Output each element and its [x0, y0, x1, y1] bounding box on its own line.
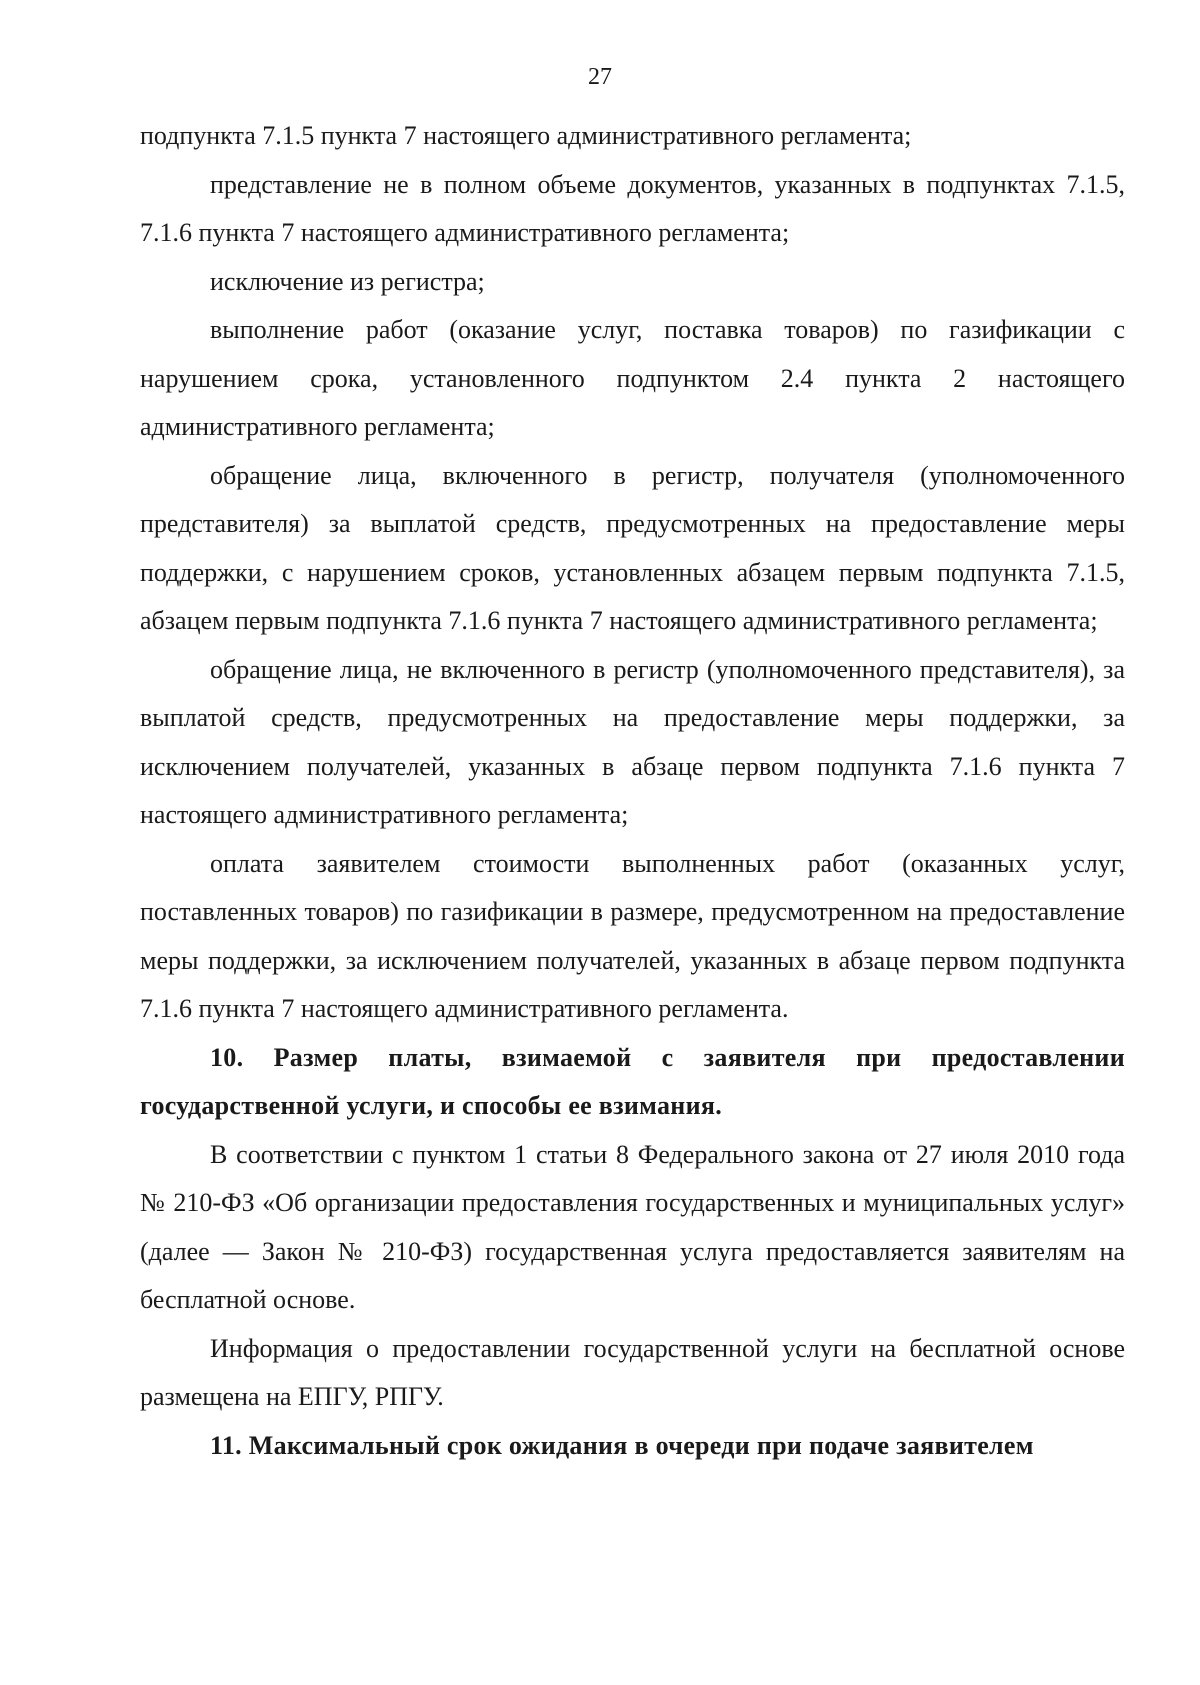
page-number: 27 — [588, 64, 612, 90]
paragraph: выполнение работ (оказание услуг, поставка товаров) по газификации с нарушением срока, установленного подпунктом 2.4 пункта 2 настоящего административного регламента; — [140, 315, 1125, 441]
paragraph: Информация о предоставлении государственной услуги на бесплатной основе размещена на ЕПГУ, РПГУ. — [140, 1333, 1125, 1411]
paragraph: исключение из регистра; — [210, 266, 485, 296]
paragraph: обращение лица, не включенного в регистр (уполномоченного представителя), за выплатой средств, предусмотренных на предоставление меры поддержки, за исключением получателей, указанных в абзаце первом подпункта 7.1.6 пункта 7 настоящего административного регламента; — [140, 654, 1125, 829]
section-11-heading: 11. Максимальный срок ожидания в очереди при подаче заявителем — [210, 1430, 1034, 1460]
paragraph: оплата заявителем стоимости выполненных работ (оказанных услуг, поставленных товаров) по газификации в размере, предусмотренном на предоставление меры поддержки, за исключением получателей, указанных в абзаце первом подпункта 7.1.6 пункта 7 настоящего административного регламента. — [140, 848, 1125, 1023]
document-body — [140, 112, 1125, 1470]
paragraph: подпункта 7.1.5 пункта 7 настоящего административного регламента; — [140, 121, 912, 150]
paragraph: В соответствии с пунктом 1 статьи 8 Федерального закона от 27 июля 2010 года № 210-ФЗ «Об организации предоставления государственных и муниципальных услуг» (далее — Закон № 210-ФЗ) государственная услуга предоставляется заявителям на бесплатной основе. — [140, 1139, 1125, 1314]
paragraph: представление не в полном объеме документов, указанных в подпунктах 7.1.5, 7.1.6 пункта 7 настоящего административного регламента; — [140, 169, 1125, 247]
paragraph: обращение лица, включенного в регистр, получателя (уполномоченного представителя) за выплатой средств, предусмотренных на предоставление меры поддержки, с нарушением сроков, установленных абзацем первым подпункта 7.1.5, абзацем первым подпункта 7.1.6 пункта 7 настоящего административного регламента; — [140, 460, 1125, 635]
section-10-heading: 10. Размер платы, взимаемой с заявителя при предоставлении государственной услуги, и способы ее взимания. — [140, 1042, 1125, 1120]
